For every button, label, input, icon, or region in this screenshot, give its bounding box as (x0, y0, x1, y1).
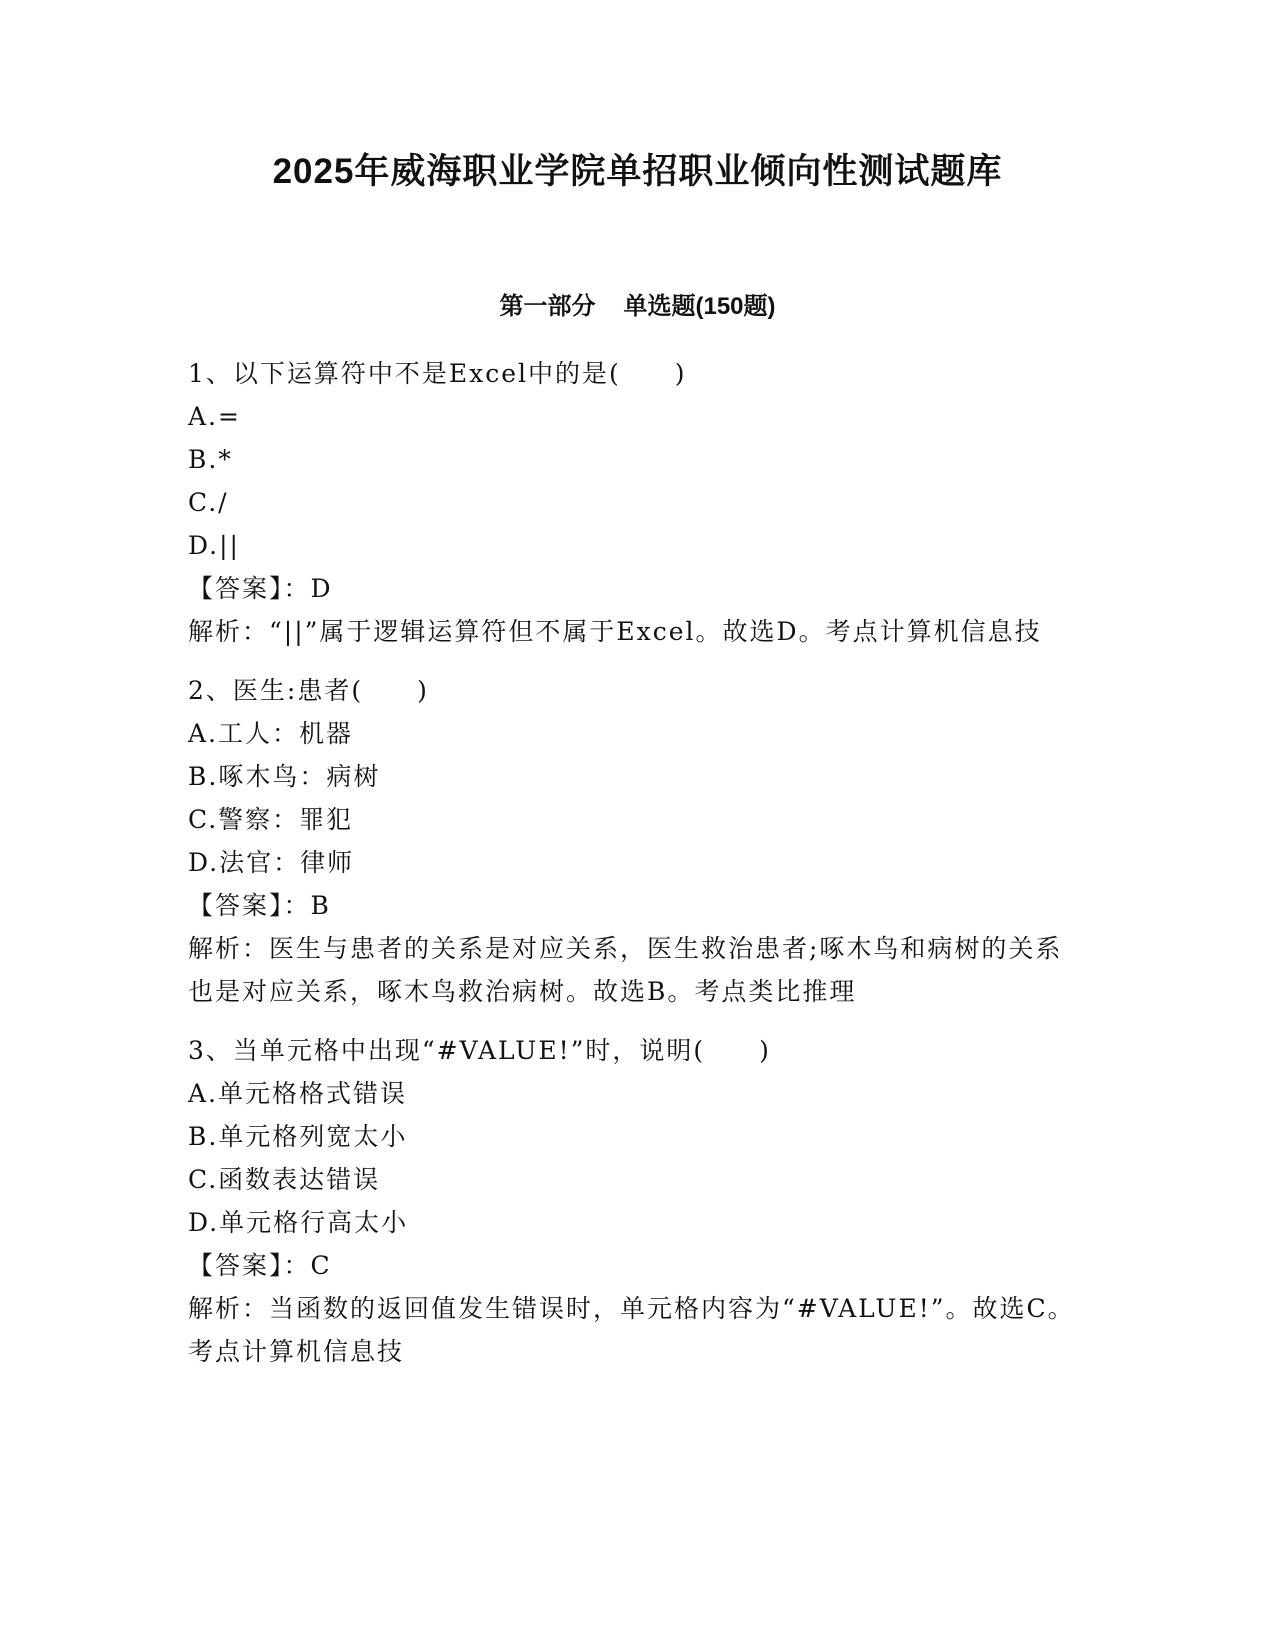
analysis: 解析：“||”属于逻辑运算符但不属于Excel。故选D。考点计算机信息技 (188, 617, 1042, 646)
question-stem: 3、当单元格中出现“#VALUE!”时，说明( ) (188, 1036, 771, 1065)
option-d: D.|| (188, 531, 240, 560)
answer: 【答案】：B (188, 891, 331, 920)
answer: 【答案】：C (188, 1251, 332, 1280)
question-2 (188, 669, 1088, 1013)
option-a: A.工人：机器 (188, 719, 354, 748)
option-d: D.单元格行高太小 (188, 1208, 409, 1237)
option-a: A.= (188, 402, 241, 431)
question-1 (188, 352, 1088, 653)
analysis: 解析：医生与患者的关系是对应关系，医生救治患者;啄木鸟和病树的关系也是对应关系，啄木鸟救治病树。故选B。考点类比推理 (188, 934, 1063, 1006)
option-b: B.* (188, 445, 233, 474)
option-c: C.警察：罪犯 (188, 805, 354, 834)
option-d: D.法官：律师 (188, 848, 355, 877)
answer: 【答案】：D (188, 574, 333, 603)
analysis: 解析：当函数的返回值发生错误时，单元格内容为“#VALUE!”。故选C。考点计算机信息技 (188, 1294, 1075, 1366)
option-c: C.函数表达错误 (188, 1165, 381, 1194)
option-b: B.单元格列宽太小 (188, 1122, 408, 1151)
option-a: A.单元格格式错误 (188, 1079, 408, 1108)
question-stem: 2、医生:患者( ) (188, 676, 429, 705)
option-b: B.啄木鸟：病树 (188, 762, 381, 791)
document-title: 2025年威海职业学院单招职业倾向性测试题库 (272, 152, 1003, 191)
section-label: 单选题(150题) (623, 293, 776, 320)
section-heading (0, 290, 1275, 324)
section-part: 第一部分 (499, 293, 596, 320)
question-list (188, 352, 1088, 1389)
question-stem: 1、以下运算符中不是Excel中的是( ) (188, 359, 687, 388)
question-3 (188, 1029, 1088, 1373)
option-c: C./ (188, 488, 229, 517)
